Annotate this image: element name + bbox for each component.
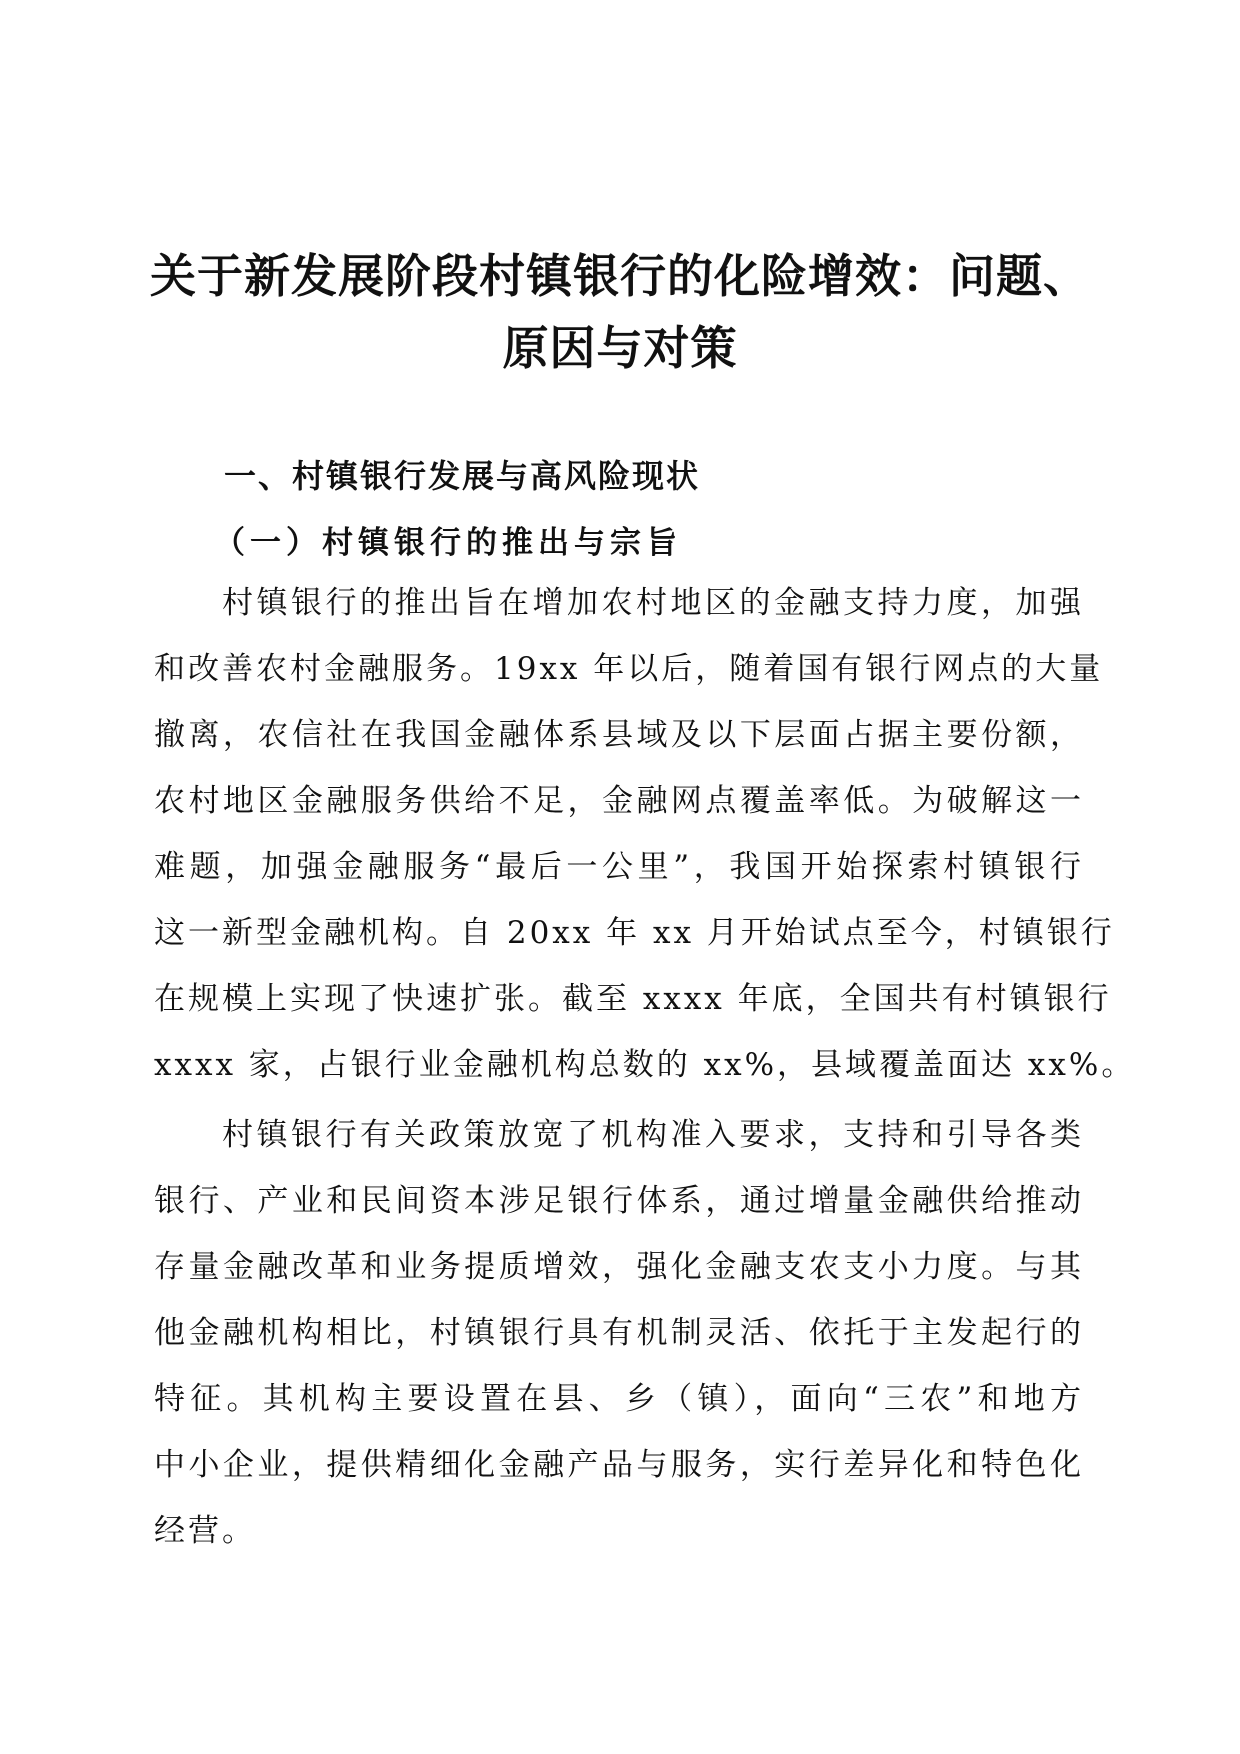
paragraph-line: 村镇银行有关政策放宽了机构准入要求，支持和引导各类 [222,1117,1084,1153]
paragraph-line: 他金融机构相比，村镇银行具有机制灵活、依托于主发起行的 [154,1315,1084,1351]
paragraph-line: xxxx 家，占银行业金融机构总数的 xx%，县域覆盖面达 xx%。 [154,1047,1136,1083]
document-title-line-2: 原因与对策 [502,321,738,375]
section-heading: 一、村镇银行发展与高风险现状 [224,457,701,495]
paragraph-1 [154,570,1136,1098]
paragraph-2 [154,1102,1084,1564]
subsection-heading: （一）村镇银行的推出与宗旨 [214,525,682,561]
paragraph-line: 撤离，农信社在我国金融体系县域及以下层面占据主要份额， [154,717,1084,753]
paragraph-line: 银行、产业和民间资本涉足银行体系，通过增量金融供给推动 [154,1183,1084,1219]
paragraph-line: 在规模上实现了快速扩张。截至 xxxx 年底，全国共有村镇银行 [154,981,1112,1017]
paragraph-line: 这一新型金融机构。自 20xx 年 xx 月开始试点至今，村镇银行 [154,915,1115,951]
paragraph-line: 难题，加强金融服务“最后一公里”，我国开始探索村镇银行 [154,849,1084,885]
paragraph-line: 和改善农村金融服务。19xx 年以后，随着国有银行网点的大量 [154,651,1104,687]
paragraph-line: 中小企业，提供精细化金融产品与服务，实行差异化和特色化 [154,1447,1084,1483]
paragraph-line: 村镇银行的推出旨在增加农村地区的金融支持力度，加强 [222,585,1084,621]
paragraph-line: 农村地区金融服务供给不足，金融网点覆盖率低。为破解这一 [154,783,1084,819]
document-title-line-1: 关于新发展阶段村镇银行的化险增效：问题、 [150,249,1090,303]
paragraph-line: 特征。其机构主要设置在县、乡（镇），面向“三农”和地方 [154,1381,1084,1417]
paragraph-line: 经营。 [154,1513,256,1549]
paragraph-line: 存量金融改革和业务提质增效，强化金融支农支小力度。与其 [154,1249,1084,1285]
